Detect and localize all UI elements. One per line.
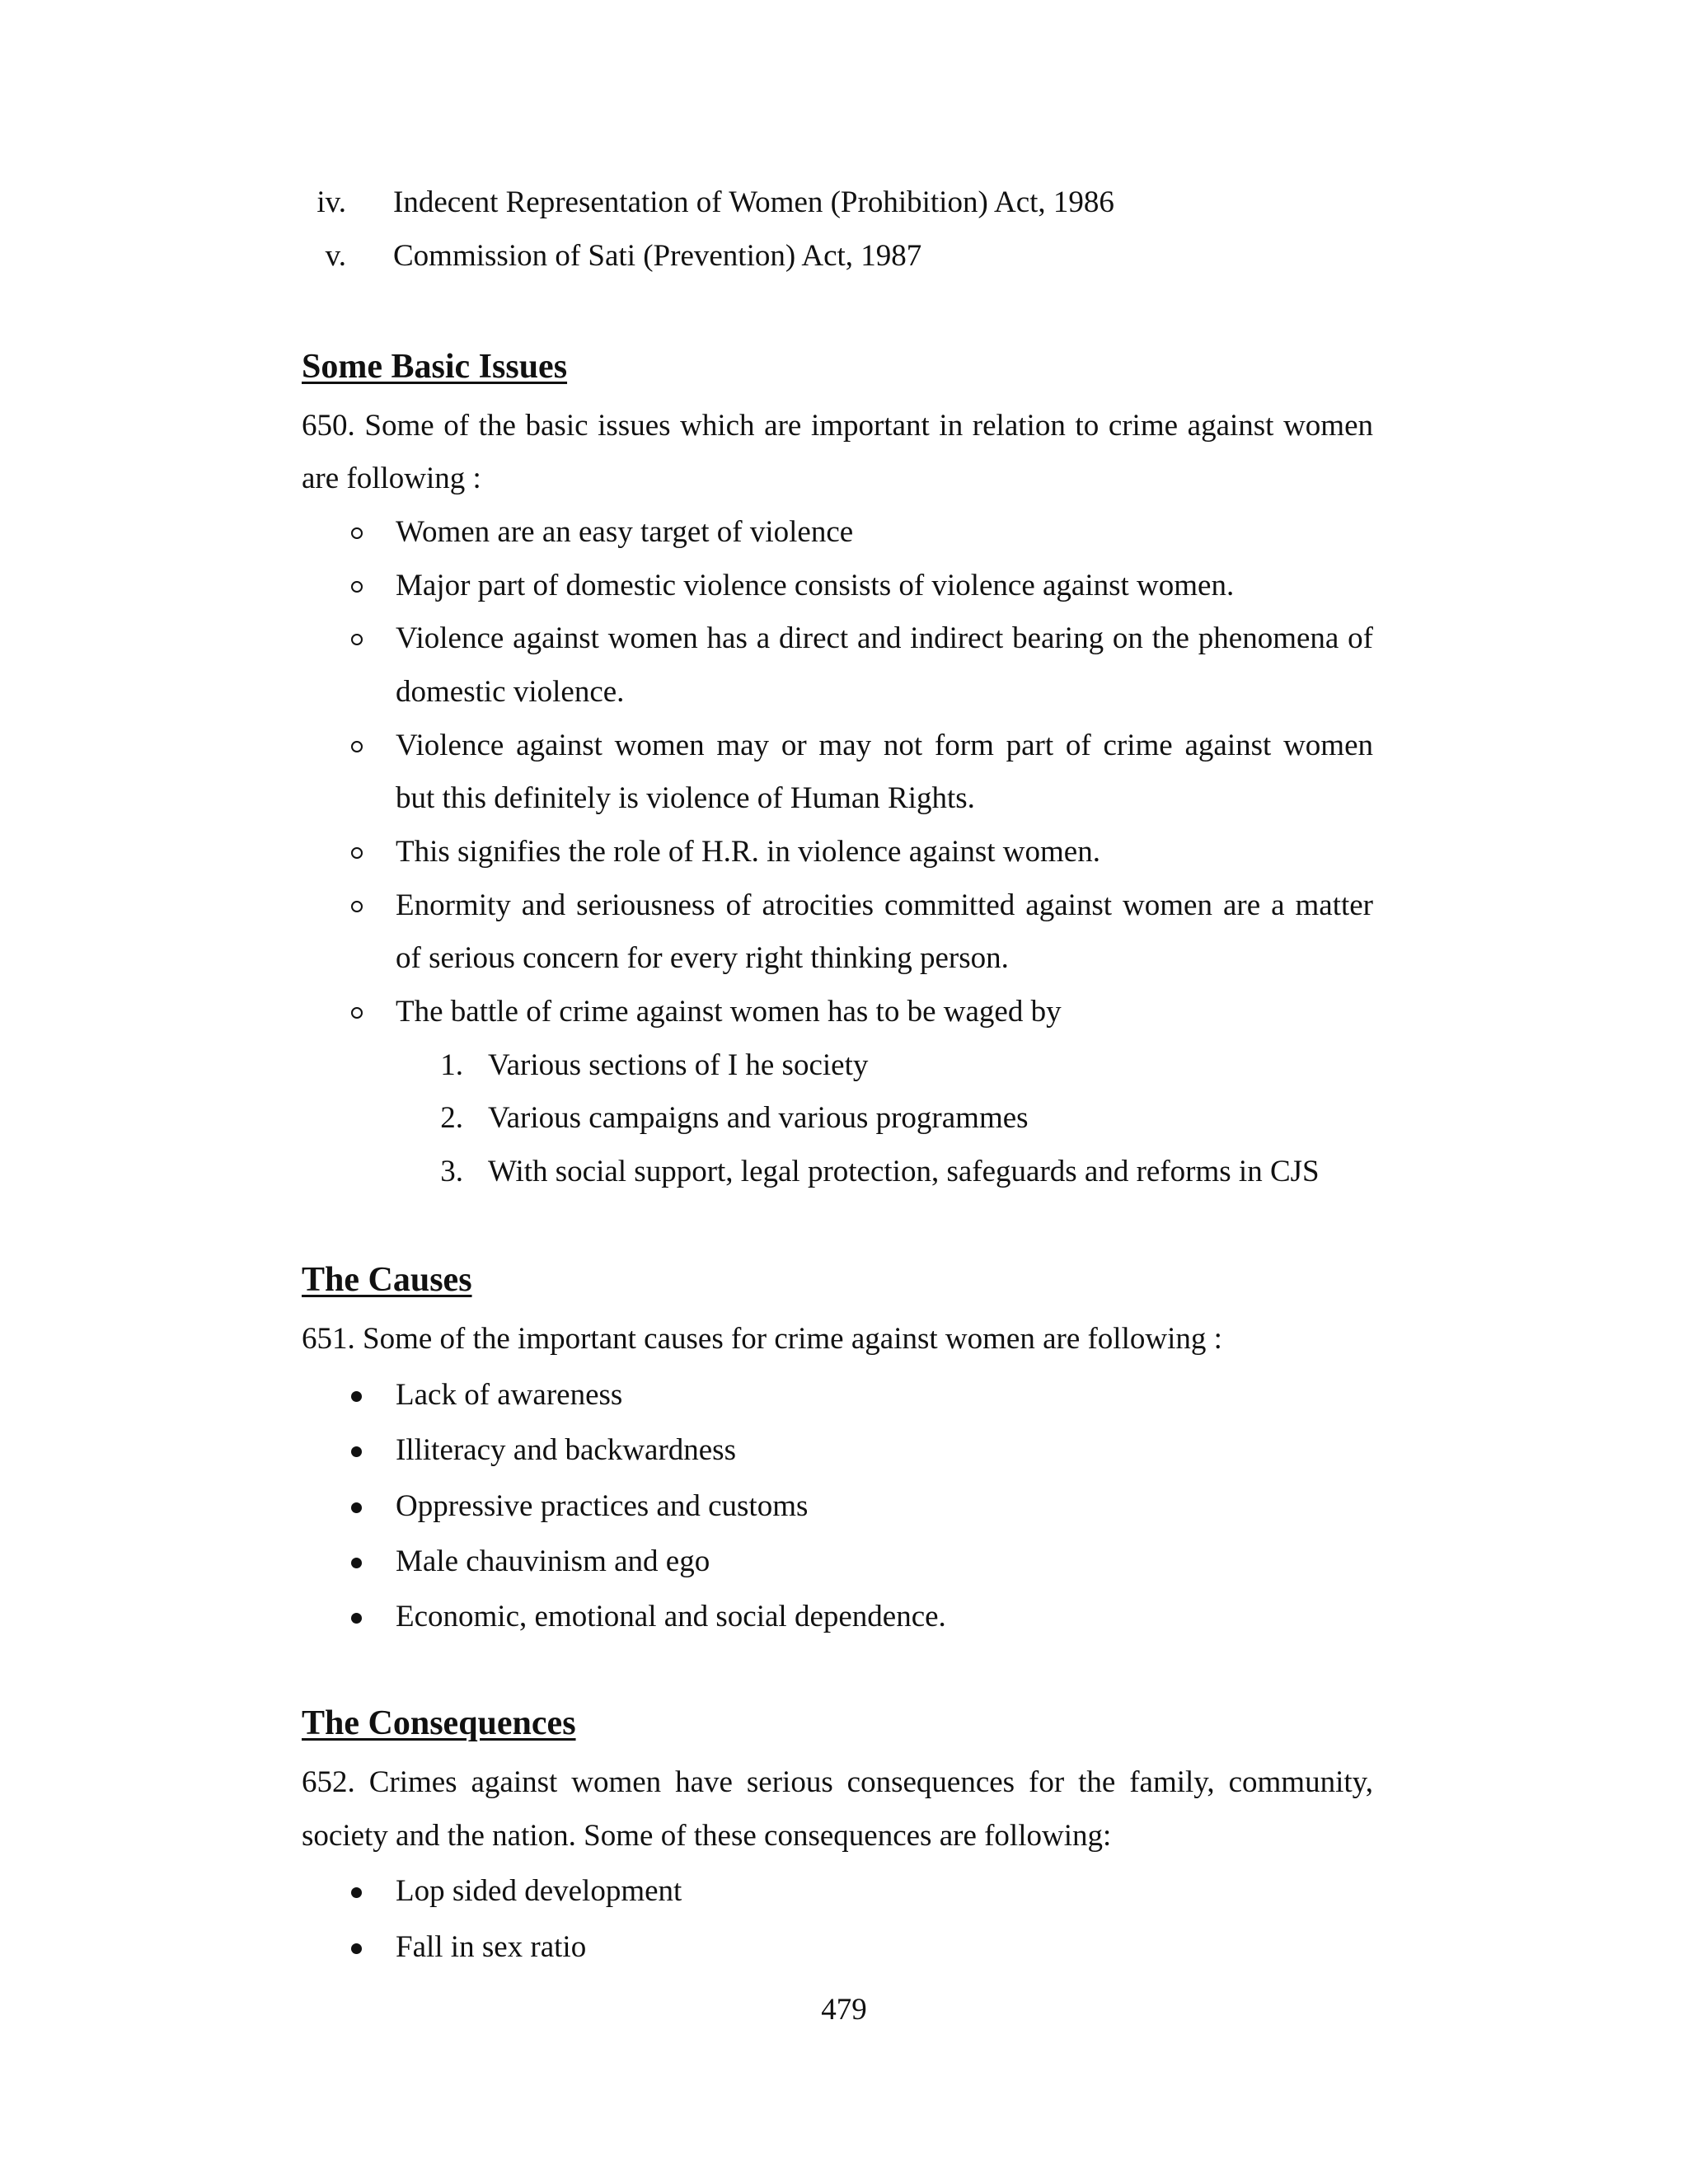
bullet-circle-icon	[351, 581, 363, 593]
list-item: Enormity and seriousness of atrocities committed against women are a matter	[396, 888, 1373, 922]
section-heading-causes: The Causes	[302, 1261, 472, 1299]
bullet-circle-icon	[351, 847, 363, 859]
list-item: Violence against women may or may not form part of crime against women	[396, 729, 1373, 762]
section-heading-basic-issues: Some Basic Issues	[302, 348, 568, 386]
page-number: 479	[821, 1993, 867, 2027]
bullet-dot-icon	[351, 1943, 362, 1954]
list-marker: v.	[325, 239, 346, 273]
list-item: Women are an easy target of violence	[396, 515, 854, 549]
bullet-dot-icon	[351, 1613, 362, 1624]
numbered-item: Various campaigns and various programmes	[488, 1101, 1029, 1135]
list-item: Major part of domestic violence consists of violence against women.	[396, 569, 1235, 602]
list-item: Commission of Sati (Prevention) Act, 1987	[393, 239, 922, 273]
numbered-marker: 2.	[440, 1101, 463, 1135]
paragraph-650-continuation: are following :	[302, 462, 481, 495]
numbered-item: Various sections of I he society	[488, 1048, 869, 1082]
list-item-continuation: but this definitely is violence of Human Rights.	[396, 781, 975, 815]
list-item: Lack of awareness	[396, 1378, 623, 1412]
list-item: This signifies the role of H.R. in violence against women.	[396, 835, 1100, 869]
bullet-circle-icon	[351, 634, 363, 645]
paragraph-650: 650. Some of the basic issues which are important in relation to crime against women	[302, 409, 1373, 443]
list-item: Lop sided development	[396, 1874, 682, 1908]
list-item: The battle of crime against women has to be waged by	[396, 995, 1062, 1029]
paragraph-651: 651. Some of the important causes for crime against women are following :	[302, 1322, 1222, 1356]
list-item: Illiteracy and backwardness	[396, 1433, 736, 1467]
list-item: Male chauvinism and ego	[396, 1544, 710, 1578]
list-item: Fall in sex ratio	[396, 1930, 587, 1964]
list-item-continuation: of serious concern for every right thinking person.	[396, 941, 1009, 975]
numbered-marker: 1.	[440, 1048, 463, 1082]
bullet-dot-icon	[351, 1558, 362, 1568]
list-marker: iv.	[316, 185, 346, 219]
bullet-dot-icon	[351, 1887, 362, 1898]
bullet-circle-icon	[351, 527, 363, 539]
list-item-continuation: domestic violence.	[396, 675, 625, 709]
numbered-marker: 3.	[440, 1155, 463, 1188]
bullet-dot-icon	[351, 1446, 362, 1457]
bullet-circle-icon	[351, 901, 363, 912]
list-item: Violence against women has a direct and indirect bearing on the phenomena of	[396, 621, 1373, 655]
list-item: Oppressive practices and customs	[396, 1489, 809, 1523]
numbered-item: With social support, legal protection, safeguards and reforms in CJS	[488, 1155, 1320, 1188]
list-item: Economic, emotional and social dependence.	[396, 1600, 946, 1633]
bullet-dot-icon	[351, 1502, 362, 1513]
bullet-circle-icon	[351, 741, 363, 752]
paragraph-652-continuation: society and the nation. Some of these consequences are following:	[302, 1819, 1112, 1853]
section-heading-consequences: The Consequences	[302, 1704, 576, 1742]
paragraph-652: 652. Crimes against women have serious consequences for the family, community,	[302, 1765, 1373, 1799]
list-item: Indecent Representation of Women (Prohibition) Act, 1986	[393, 185, 1114, 219]
bullet-circle-icon	[351, 1007, 363, 1019]
bullet-dot-icon	[351, 1391, 362, 1402]
